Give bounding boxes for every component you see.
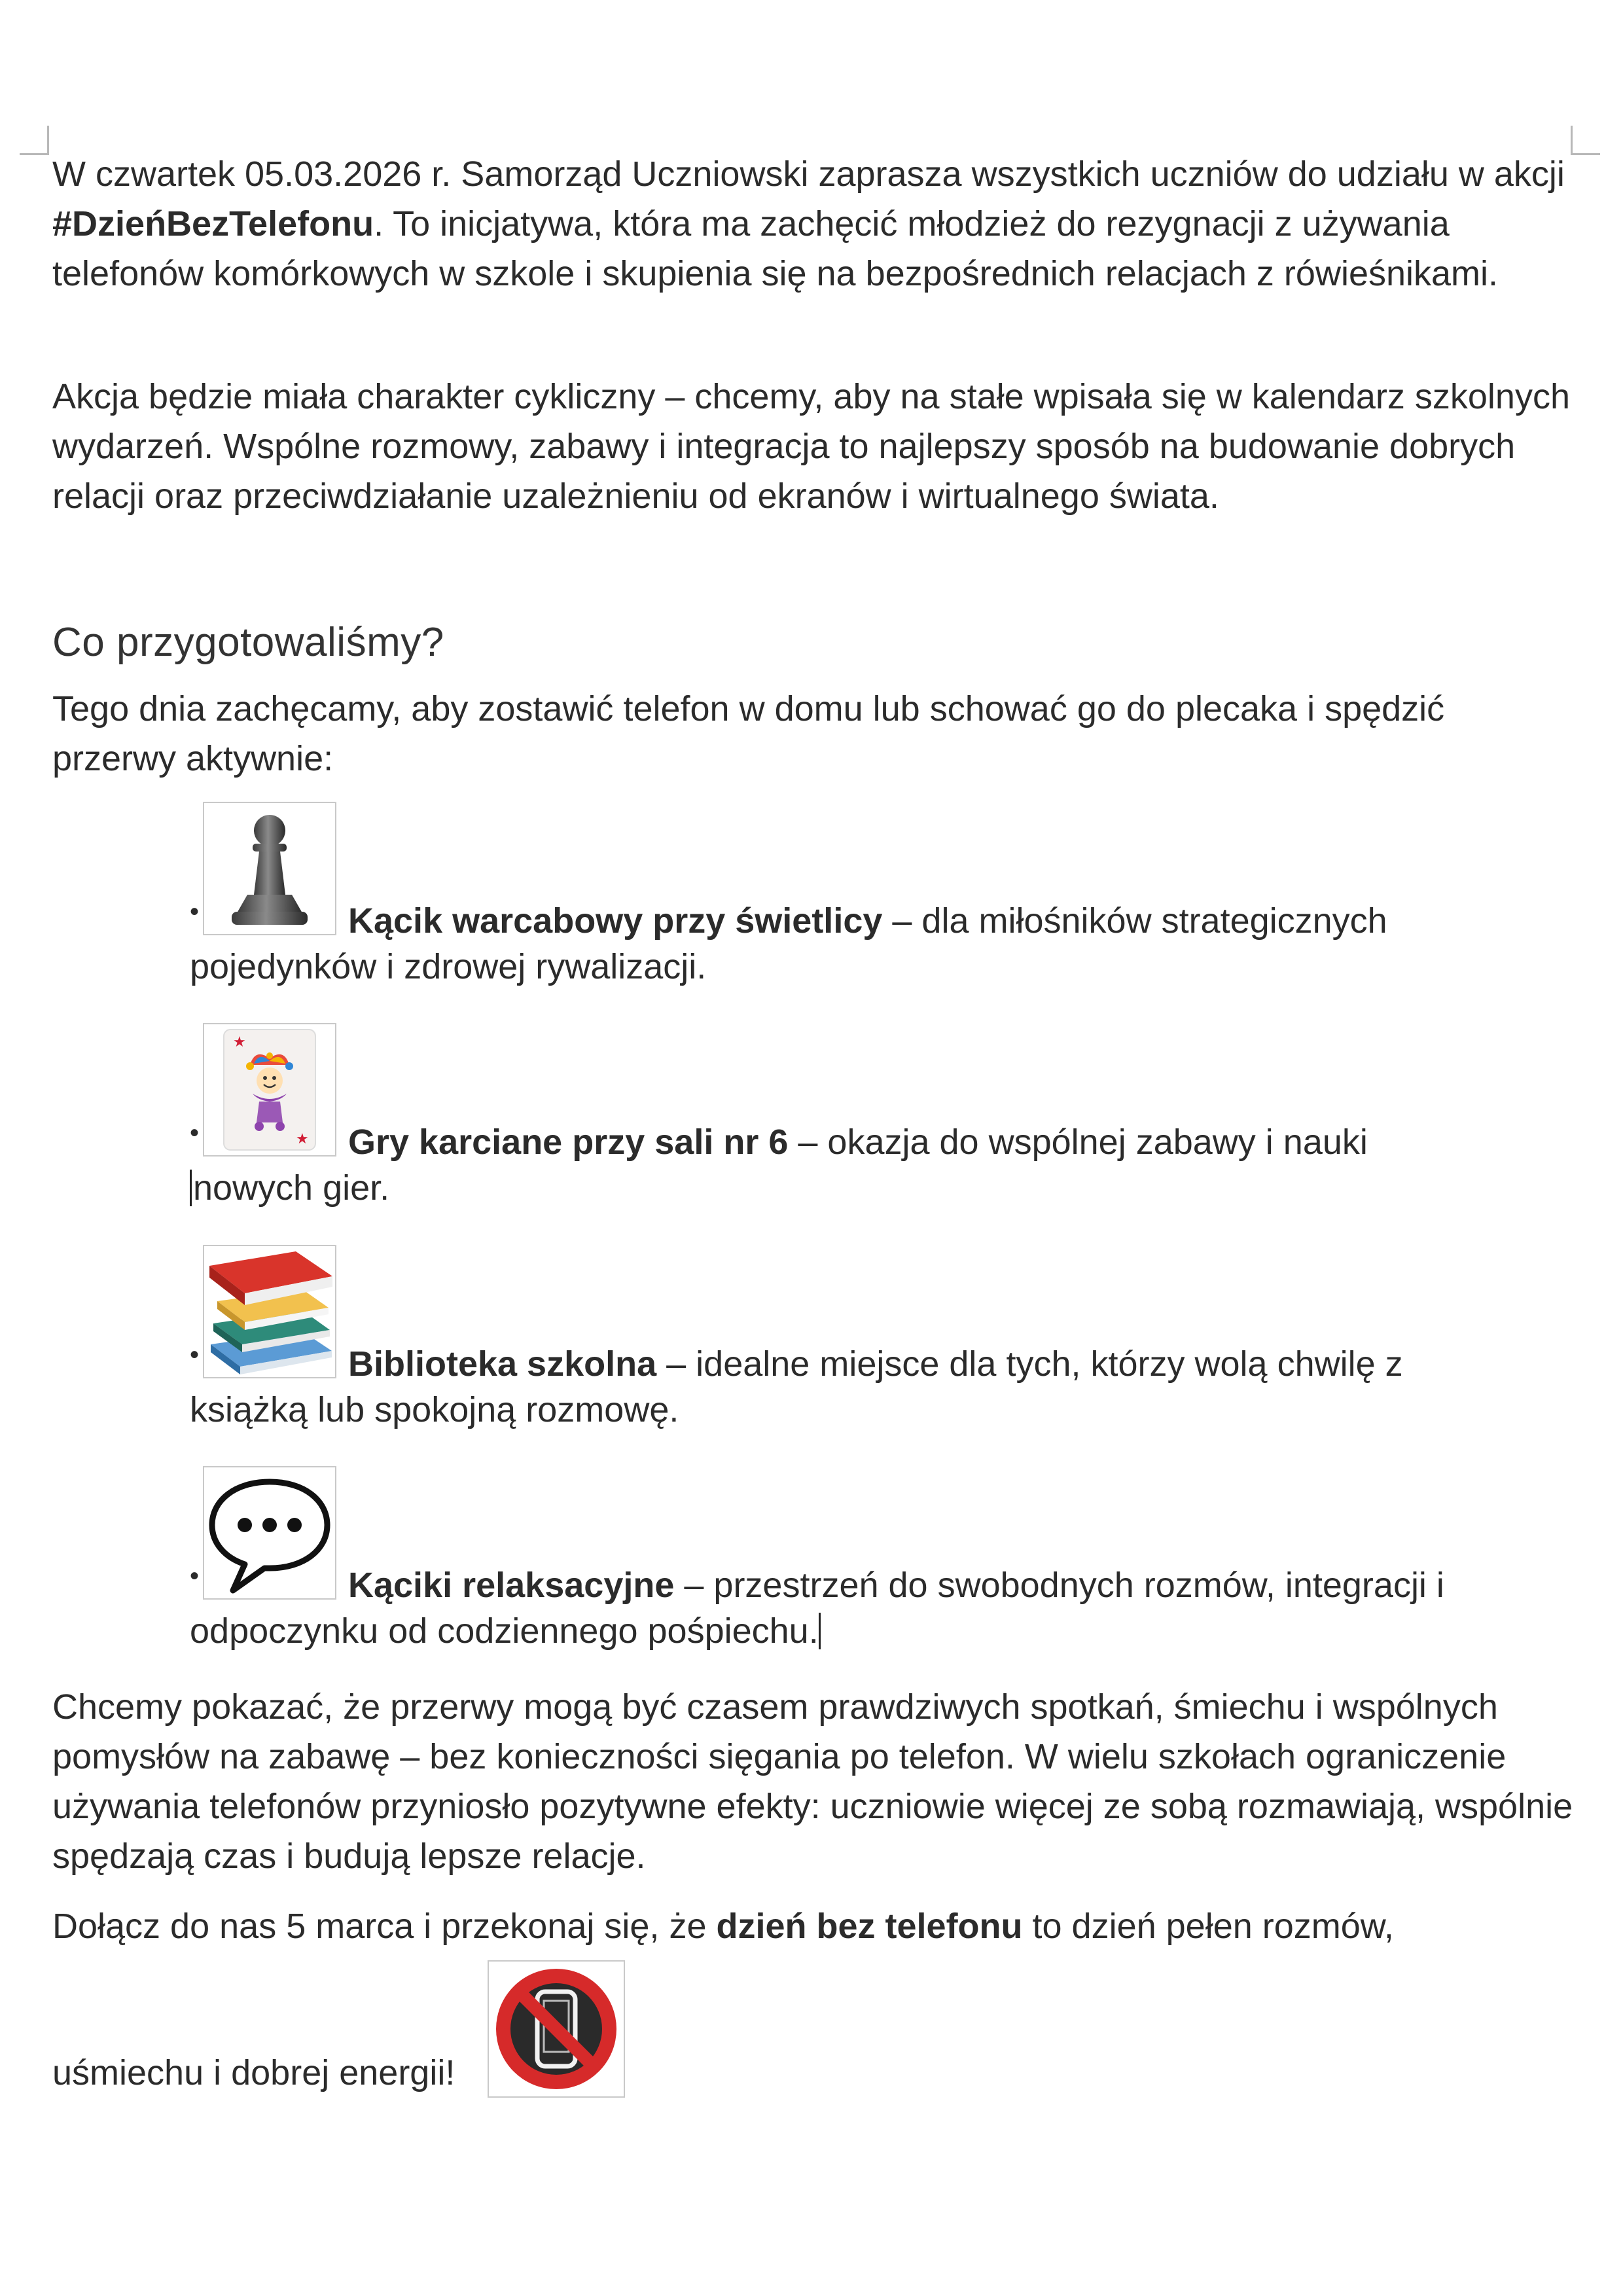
section-heading: Co przygotowaliśmy? [52,620,444,665]
cyclic-action-paragraph: Akcja będzie miała charakter cykliczny – chcemy, aby na stałe wpisała się w kalendarz szkolnych wydarzeń. Wspólne rozmowy, zabawy i integracja to najlepszy sposób na budowanie dobrych relacji oraz przeciwdziałanie uzależnieniu od ekranów i wirtualnego świata. [52,377,1570,516]
encouragement-paragraph: Tego dnia zachęcamy, aby zostawić telefon w domu lub schować go do plecaka i spędzić przerwy aktywnie: [52,689,1445,778]
invite-paragraph-end [52,1960,1558,2098]
no-phone-icon [488,1960,625,2098]
bullet: • [190,1562,200,1590]
list-item-relax-corners: • Kąciki relaksacyjne – przestrzeń do swobodnych rozmów, integracji i odpoczynku od codziennego pośpiechu. [190,1466,1551,1656]
invite-closing-line: uśmiechu i dobrej energii! [52,2053,455,2092]
invite-paragraph: Dołącz do nas 5 marca i przekonaj się, że dzień bez telefonu to dzień pełen rozmów, [52,1907,1394,1946]
list-item-library: • Biblioteka szkolna – idealne miejsce dla tych, którzy wolą chwilę z książką lub spokojną rozmowę. [190,1245,1551,1435]
bullet: • [190,1119,200,1147]
books-icon [203,1245,336,1378]
joker-card-icon [203,1023,336,1157]
crop-mark-top-left [20,126,49,155]
speech-bubble-icon [203,1466,336,1600]
list-item-checkers: • Kącik warcabowy przy świetlicy – dla miłośników strategicznych pojedynków i zdrowej rywalizacji. [190,802,1551,992]
chess-pawn-icon [203,802,336,935]
benefits-paragraph: Chcemy pokazać, że przerwy mogą być czasem prawdziwych spotkań, śmiechu i wspólnych pomysłów na zabawę – bez konieczności sięgania po telefon. W wielu szkołach ograniczenie używania telefonów przyniosło pozytywne efekty: uczniowie więcej ze sobą rozmawiają, wspólnie spędzają czas i budują lepsze relacje. [52,1687,1573,1876]
bullet: • [190,897,200,926]
text-cursor [190,1170,192,1206]
intro-paragraph: W czwartek 05.03.2026 r. Samorząd Uczniowski zaprasza wszystkich uczniów do udziału w akcji #DzieńBezTelefonu. To inicjatywa, która ma zachęcić młodzież do rezygnacji z używania telefonów komórkowych w szkole i skupienia się na bezpośrednich relacjach z rówieśnikami. [52,154,1565,293]
text-cursor [819,1613,821,1649]
hashtag: #DzieńBezTelefonu [52,204,374,243]
list-item-card-games: • ★ ★ Gry karciane przy sali nr 6 – okazja do wspólnej zabawy i nauki nowych gier. [190,1023,1551,1213]
svg-text:★: ★ [233,1034,246,1050]
svg-text:★: ★ [296,1131,309,1147]
bullet: • [190,1340,200,1369]
